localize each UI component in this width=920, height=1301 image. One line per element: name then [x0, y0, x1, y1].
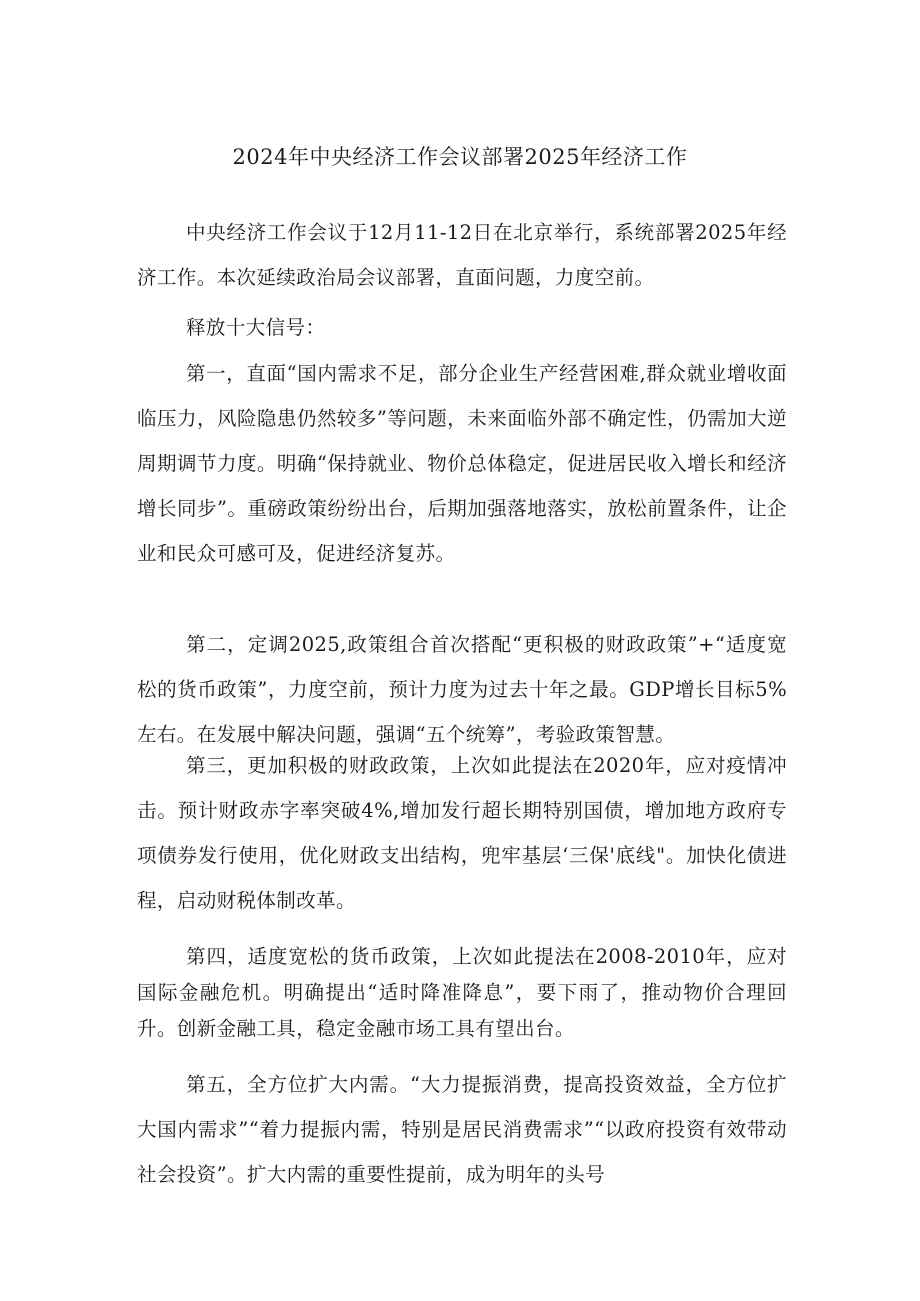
paragraph-signal-1: 第一，直面“国内需求不足，部分企业生产经营困难,群众就业增收面临压力，风险隐患仍然较多”等问题，未来面临外部不确定性，仍需加大逆周期调节力度。明确“保持就业、物价总体稳定，促进居民收入增长和经济增长同步”。重磅政策纷纷出台，后期加强落地落实，放松前置条件，让企业和民众可感可及，促进经济复苏。 — [137, 362, 787, 565]
paragraph-signal-4: 第四，适度宽松的货币政策，上次如此提法在2008-2010年，应对国际金融危机。明确提出“适时降准降息”，要下雨了，推动物价合理回升。创新金融工具，稳定金融市场工具有望出台。 — [137, 945, 787, 1040]
paragraph-signals-heading: 释放十大信号： — [186, 316, 326, 339]
paragraph-signal-5: 第五，全方位扩大内需。“大力提振消费，提高投资效益，全方位扩大国内需求”“着力提振内需，特别是居民消费需求”“以政府投资有效带动社会投资”。扩大内需的重要性提前，成为明年的头号 — [137, 1073, 787, 1186]
paragraph-intro: 中央经济工作会议于12月11-12日在北京举行，系统部署2025年经济工作。本次延续政治局会议部署，直面问题，力度空前。 — [137, 221, 787, 289]
paragraph-signal-3: 第三，更加积极的财政政策，上次如此提法在2020年，应对疫情冲击。预计财政赤字率突破4%,增加发行超长期特别国债，增加地方政府专项债券发行使用，优化财政支出结构，兜牢基层‘三保'底线"。加快化债进程，启动财税体制改革。 — [137, 754, 787, 912]
paragraph-signal-2: 第二，定调2025,政策组合首次搭配“更积极的财政政策”+“适度宽松的货币政策”，力度空前，预计力度为过去十年之最。GDP增长目标5%左右。在发展中解决问题，强调“五个统筹”，考验政策智慧。 — [137, 633, 787, 746]
document-title: 2024年中央经济工作会议部署2025年经济工作 — [232, 145, 688, 169]
